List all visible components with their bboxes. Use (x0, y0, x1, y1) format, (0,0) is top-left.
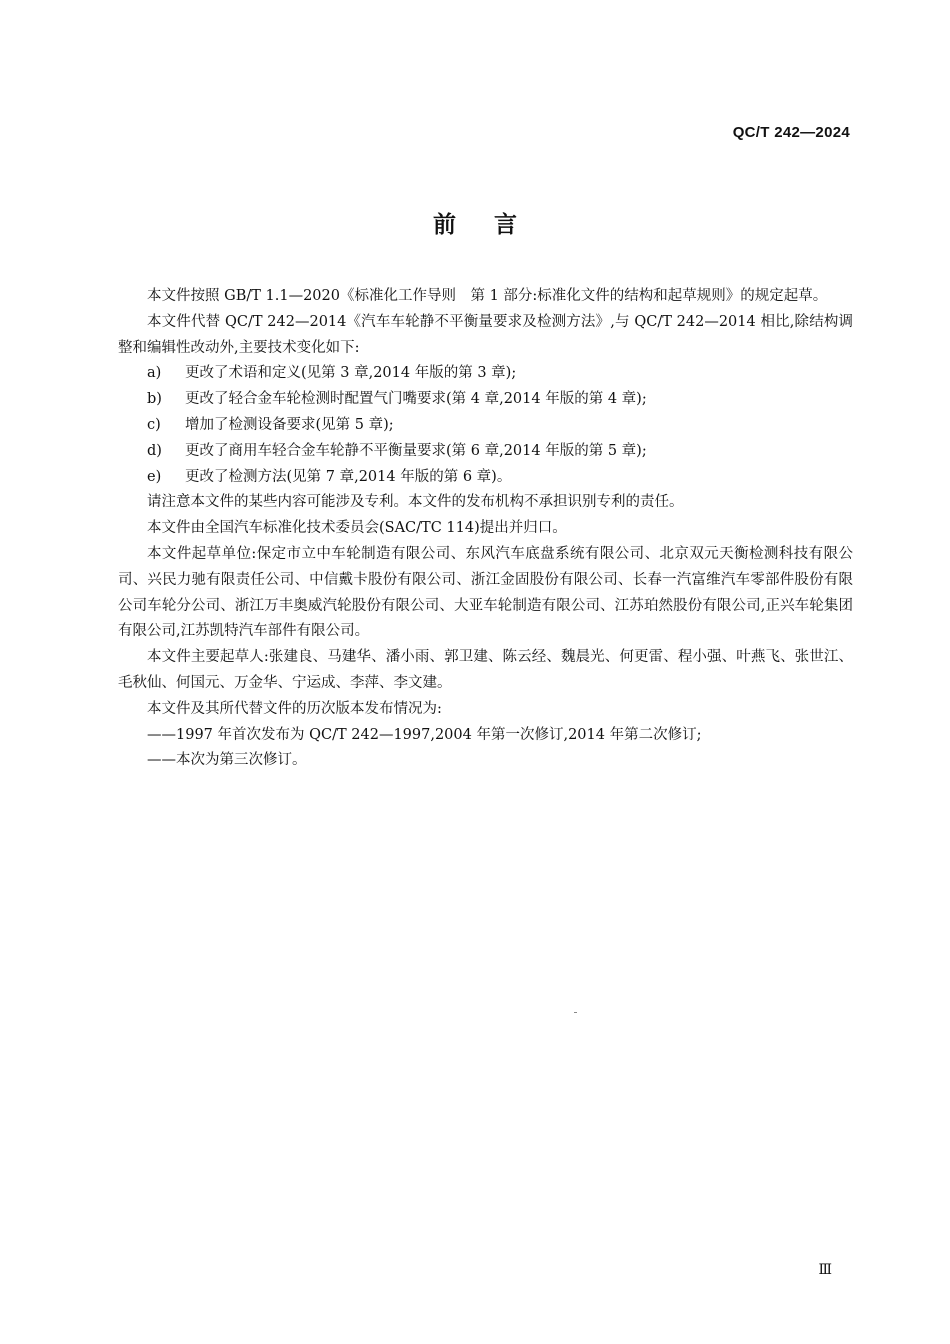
paragraph-drafting-rules: 本文件按照 GB/T 1.1—2020《标准化工作导则 第 1 部分:标准化文件的结构和起草规则》的规定起草。 (147, 288, 828, 304)
page-number: Ⅲ (818, 1262, 832, 1278)
list-marker: d) (147, 442, 162, 459)
paragraph-drafters: 本文件主要起草人:张建良、马建华、潘小雨、郭卫建、陈云经、魏晨光、何更雷、程小强、叶燕飞、张世江、毛秋仙、何国元、万金华、宁运成、李萍、李文建。 (118, 649, 853, 691)
history-item: ——1997 年首次发布为 QC/T 242—1997,2004 年第一次修订,2014 年第二次修订; (147, 726, 702, 743)
list-item (118, 387, 853, 413)
list-item-text: 增加了检测设备要求(见第 5 章); (185, 416, 394, 433)
list-item (118, 413, 853, 439)
list-item (118, 361, 853, 387)
list-item-text: 更改了轻合金车轮检测时配置气门嘴要求(第 4 章,2014 年版的第 4 章); (185, 391, 647, 408)
list-marker: e) (147, 468, 162, 485)
list-item (118, 439, 853, 465)
paragraph-replacement: 本文件代替 QC/T 242—2014《汽车车轮静不平衡量要求及检测方法》,与 QC/T 242—2014 相比,除结构调整和编辑性改动外,主要技术变化如下: (118, 313, 853, 356)
history-item: ——本次为第三次修订。 (147, 752, 307, 769)
list-item-text: 更改了检测方法(见第 7 章,2014 年版的第 6 章)。 (185, 468, 512, 485)
paragraph-drafting-units: 本文件起草单位:保定市立中车轮制造有限公司、东风汽车底盘系统有限公司、北京双元天衡检测科技有限公司、兴民力驰有限责任公司、中信戴卡股份有限公司、浙江金固股份有限公司、长春一汽富维汽车零部件股份有限公司车轮分公司、浙江万丰奥威汽轮股份有限公司、大亚车轮制造有限公司、江苏珀然股份有限公司,正兴车轮集团有限公司,江苏凯特汽车部件有限公司。 (118, 545, 853, 640)
list-marker: b) (147, 391, 162, 408)
list-marker: c) (147, 416, 161, 433)
paragraph-patent-notice: 请注意本文件的某些内容可能涉及专利。本文件的发布机构不承担识别专利的责任。 (147, 494, 684, 511)
page-title: 前言 (433, 212, 555, 238)
standard-number: QC/T 242—2024 (732, 124, 850, 141)
scan-speck (574, 1012, 577, 1013)
list-item-text: 更改了术语和定义(见第 3 章,2014 年版的第 3 章); (185, 365, 517, 382)
list-item-text: 更改了商用车轻合金车轮静不平衡量要求(第 6 章,2014 年版的第 5 章); (185, 442, 647, 459)
document-body (118, 284, 853, 774)
list-item (118, 465, 853, 491)
paragraph-history-intro: 本文件及其所代替文件的历次版本发布情况为: (147, 700, 442, 717)
paragraph-proposer: 本文件由全国汽车标准化技术委员会(SAC/TC 114)提出并归口。 (147, 520, 567, 537)
list-marker: a) (147, 365, 162, 382)
